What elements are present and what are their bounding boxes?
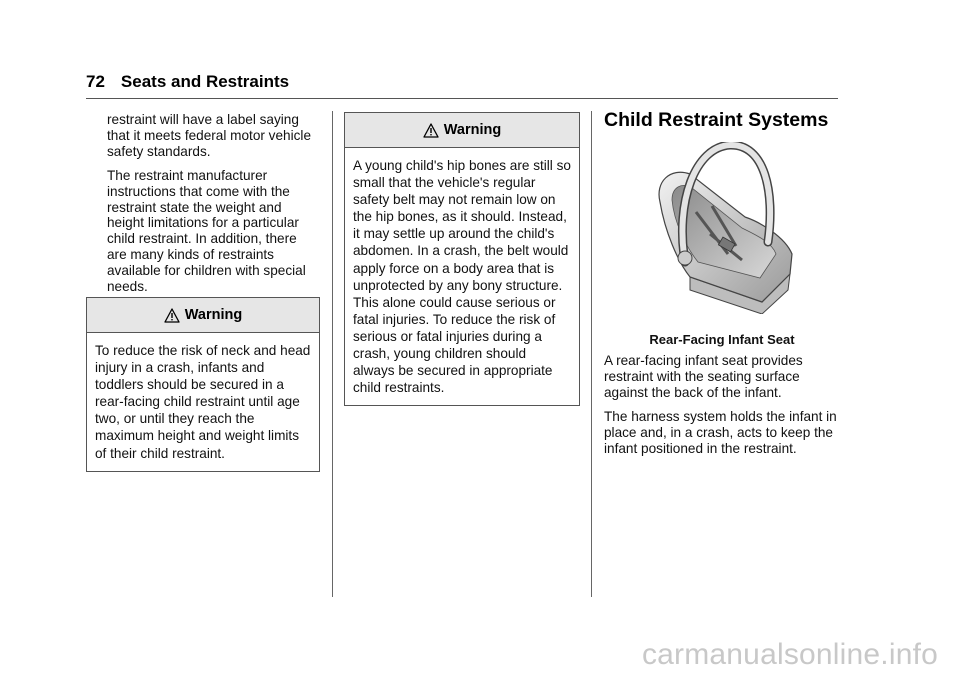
infant-seat-illustration [650,142,800,314]
warning-box [344,112,580,406]
warning-title: Warning [443,122,502,138]
warning-title: Warning [184,307,243,323]
paragraph: restraint will have a label saying that it meets federal motor vehicle safety standards. [107,112,311,159]
warning-triangle-icon [164,308,180,323]
column3-text [604,353,840,456]
warning-header [345,113,579,148]
section-heading: Child Restraint Systems [604,109,829,131]
warning-header [87,298,319,333]
section-title: Seats and Restraints [120,72,290,91]
figure-caption: Rear-Facing Infant Seat [649,332,795,347]
warning-text: To reduce the risk of neck and head injury in a crash, infants and toddlers should be secured in a rear-facing child restraint until age two, or until they reach the maximum height and weight limits of their child restraint. [95,343,311,461]
header-rule [86,98,838,99]
page-number: 72 [86,72,105,91]
page-header [86,72,838,92]
column-divider-right [591,111,592,597]
paragraph: The restraint manufacturer instructions that come with the restraint state the weight and height limitations for a particular child restraint. In addition, there are many kinds of restraints available for children with special needs. [107,167,306,295]
warning-triangle-icon [423,123,439,138]
column-divider-left [332,111,333,597]
paragraph: A rear-facing infant seat provides restraint with the seating surface against the back of the infant. [604,353,803,400]
warning-text: A young child's hip bones are still so small that the vehicle's regular safety belt may not remain low on the hip bones, as it should. Instead, it may settle up around the child's abdomen. In a crash, the belt would apply force on a body area that is unprotected by any bony structure. This alone could cause serious or fatal injuries. To reduce the risk of serious or fatal injuries during a crash, young children should always be secured in appropriate child restraints. [353,158,571,396]
paragraph: The harness system holds the infant in place and, in a crash, acts to keep the infant positioned in the restraint. [604,408,837,456]
watermark: carmanualsonline.info [641,638,938,671]
column1-text [107,112,319,295]
warning-box [86,297,320,472]
